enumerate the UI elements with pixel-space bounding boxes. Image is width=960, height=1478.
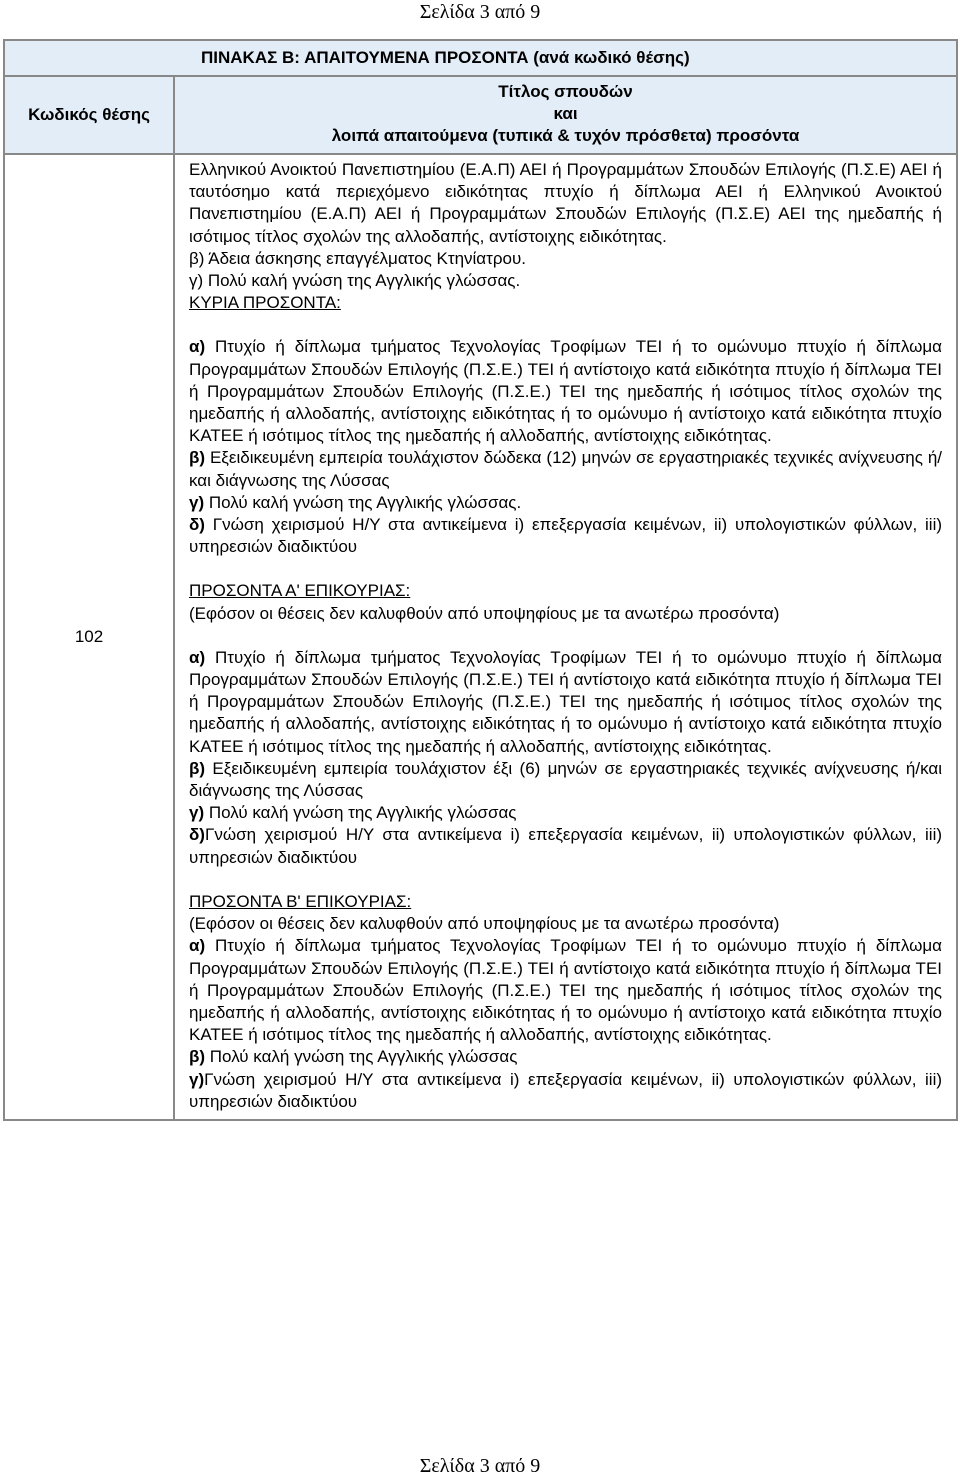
table-title: ΠΙΝΑΚΑΣ Β: ΑΠΑΙΤΟΥΜΕΝΑ ΠΡΟΣΟΝΤΑ (ανά κωδικό θέσης) xyxy=(4,40,957,76)
aux-b-item-b: β) Πολύ καλή γνώση της Αγγλικής γλώσσας xyxy=(189,1047,518,1067)
header-title-line2: και xyxy=(553,104,578,123)
header-title-line1: Τίτλος σπουδών xyxy=(498,82,633,101)
aux-a-item-c: γ) Πολύ καλή γνώση της Αγγλικής γλώσσας xyxy=(189,803,517,823)
main-item-a: α) Πτυχίο ή δίπλωμα τμήματος Τεχνολογίας Τροφίμων ΤΕΙ ή το ομώνυμο πτυχίο ή δίπλωμα Προγραμμάτων Σπουδών Επιλογής (Π.Σ.Ε.) ΤΕΙ ή αντίστοιχο κατά ειδικότητα πτυχίο ή δίπλωμα ΤΕΙ ή Προγραμμάτων Σπουδών Επιλογής (Π.Σ.Ε.) ΤΕΙ της ημεδαπής ή ισότιμος τίτλος σχολών της ημεδαπής ή αλλοδαπής, αντίστοιχης ειδικότητας ή το ομώνυμο ή αντίστοιχο κατά ειδικότητα πτυχίο ΚΑΤΕΕ ή ισότιμος τίτλος της ημεδαπής ή αλλοδαπής, αντίστοιχης ειδικότητας. xyxy=(189,337,943,446)
main-item-d: δ) Γνώση χειρισμού Η/Υ στα αντικείμενα i) επεξεργασία κειμένων, ii) υπολογιστικών φύλλων, iii) υπηρεσιών διαδικτύου xyxy=(189,515,943,557)
aux-a-note: (Εφόσον οι θέσεις δεν καλυφθούν από υποψηφίους με τα ανωτέρω προσόντα) xyxy=(189,603,780,623)
main-heading: ΚΥΡΙΑ ΠΡΟΣΟΝΤΑ: xyxy=(189,293,341,313)
page-footer: Σελίδα 3 από 9 xyxy=(419,1455,541,1477)
page-header: Σελίδα 3 από 9 xyxy=(419,1,541,23)
aux-b-item-c: γ)Γνώση χειρισμού Η/Υ στα αντικείμενα i) επεξεργασία κειμένων, ii) υπολογιστικών φύλλων, iii) υπηρεσιών διαδικτύου xyxy=(189,1069,943,1111)
intro-b: β) Άδεια άσκησης επαγγέλματος Κτηνίατρου. xyxy=(189,248,526,268)
table-row xyxy=(4,154,957,1120)
table-header-row xyxy=(4,76,957,154)
intro-c: γ) Πολύ καλή γνώση της Αγγλικής γλώσσας. xyxy=(189,271,521,291)
requirements-table xyxy=(3,39,958,1121)
header-code: Κωδικός θέσης xyxy=(4,76,174,154)
requirements-content xyxy=(174,154,957,1120)
header-title-line3: λοιπά απαιτούμενα (τυπικά & τυχόν πρόσθετα) προσόντα xyxy=(331,126,800,145)
aux-a-heading: ΠΡΟΣΟΝΤΑ Α' ΕΠΙΚΟΥΡΙΑΣ: xyxy=(189,581,411,601)
aux-b-note: (Εφόσον οι θέσεις δεν καλυφθούν από υποψηφίους με τα ανωτέρω προσόντα) xyxy=(189,914,780,934)
table-title-row xyxy=(4,40,957,76)
main-item-b: β) Εξειδικευμένη εμπειρία τουλάχιστον δώδεκα (12) μηνών σε εργαστηριακές τεχνικές ανίχνευσης ή/και διάγνωσης της Λύσσας xyxy=(189,448,943,490)
position-code: 102 xyxy=(4,154,174,1120)
intro-text: Ελληνικού Ανοικτού Πανεπιστημίου (Ε.Α.Π) ΑΕΙ ή Προγραμμάτων Σπουδών Επιλογής (Π.Σ.Ε) ΑΕΙ ή ταυτόσημο κατά περιεχόμενο ειδικότητας πτυχίο ή δίπλωμα ΑΕΙ ή Ελληνικού Ανοικτού Πανεπιστημίου (Ε.Α.Π) ΑΕΙ ή Προγραμμάτων Σπουδών Επιλογής (Π.Σ.Ε) ΑΕΙ της ημεδαπής ή ισότιμος τίτλος σχολών της αλλοδαπής, αντίστοιχης ειδικότητας. xyxy=(189,160,943,246)
header-title xyxy=(174,76,957,154)
main-item-c: γ) Πολύ καλή γνώση της Αγγλικής γλώσσας. xyxy=(189,492,522,512)
aux-a-item-a: α) Πτυχίο ή δίπλωμα τμήματος Τεχνολογίας Τροφίμων ΤΕΙ ή το ομώνυμο πτυχίο ή δίπλωμα Προγραμμάτων Σπουδών Επιλογής (Π.Σ.Ε.) ΤΕΙ ή αντίστοιχο κατά ειδικότητα πτυχίο ή δίπλωμα ΤΕΙ ή Προγραμμάτων Σπουδών Επιλογής (Π.Σ.Ε.) ΤΕΙ της ημεδαπής ή ισότιμος τίτλος σχολών της ημεδαπής ή αλλοδαπής, αντίστοιχης ειδικότητας ή το ομώνυμο ή αντίστοιχο κατά ειδικότητα πτυχίο ΚΑΤΕΕ ή ισότιμος τίτλος της ημεδαπής ή αλλοδαπής, αντίστοιχης ειδικότητας. xyxy=(189,647,943,756)
aux-b-heading: ΠΡΟΣΟΝΤΑ Β' ΕΠΙΚΟΥΡΙΑΣ: xyxy=(189,891,412,911)
aux-b-item-a: α) Πτυχίο ή δίπλωμα τμήματος Τεχνολογίας Τροφίμων ΤΕΙ ή το ομώνυμο πτυχίο ή δίπλωμα Προγραμμάτων Σπουδών Επιλογής (Π.Σ.Ε.) ΤΕΙ ή αντίστοιχο κατά ειδικότητα πτυχίο ή δίπλωμα ΤΕΙ ή Προγραμμάτων Σπουδών Επιλογής (Π.Σ.Ε.) ΤΕΙ της ημεδαπής ή ισότιμος τίτλος σχολών της ημεδαπής ή αλλοδαπής, αντίστοιχης ειδικότητας ή το ομώνυμο ή αντίστοιχο κατά ειδικότητα πτυχίο ΚΑΤΕΕ ή ισότιμος τίτλος της ημεδαπής ή αλλοδαπής, αντίστοιχης ειδικότητας. xyxy=(189,936,943,1045)
aux-a-item-d: δ)Γνώση χειρισμού Η/Υ στα αντικείμενα i) επεξεργασία κειμένων, ii) υπολογιστικών φύλλων, iii) υπηρεσιών διαδικτύου xyxy=(189,825,943,867)
aux-a-item-b: β) Εξειδικευμένη εμπειρία τουλάχιστον έξι (6) μηνών σε εργαστηριακές τεχνικές ανίχνευσης ή/και διάγνωσης της Λύσσας xyxy=(189,758,943,801)
